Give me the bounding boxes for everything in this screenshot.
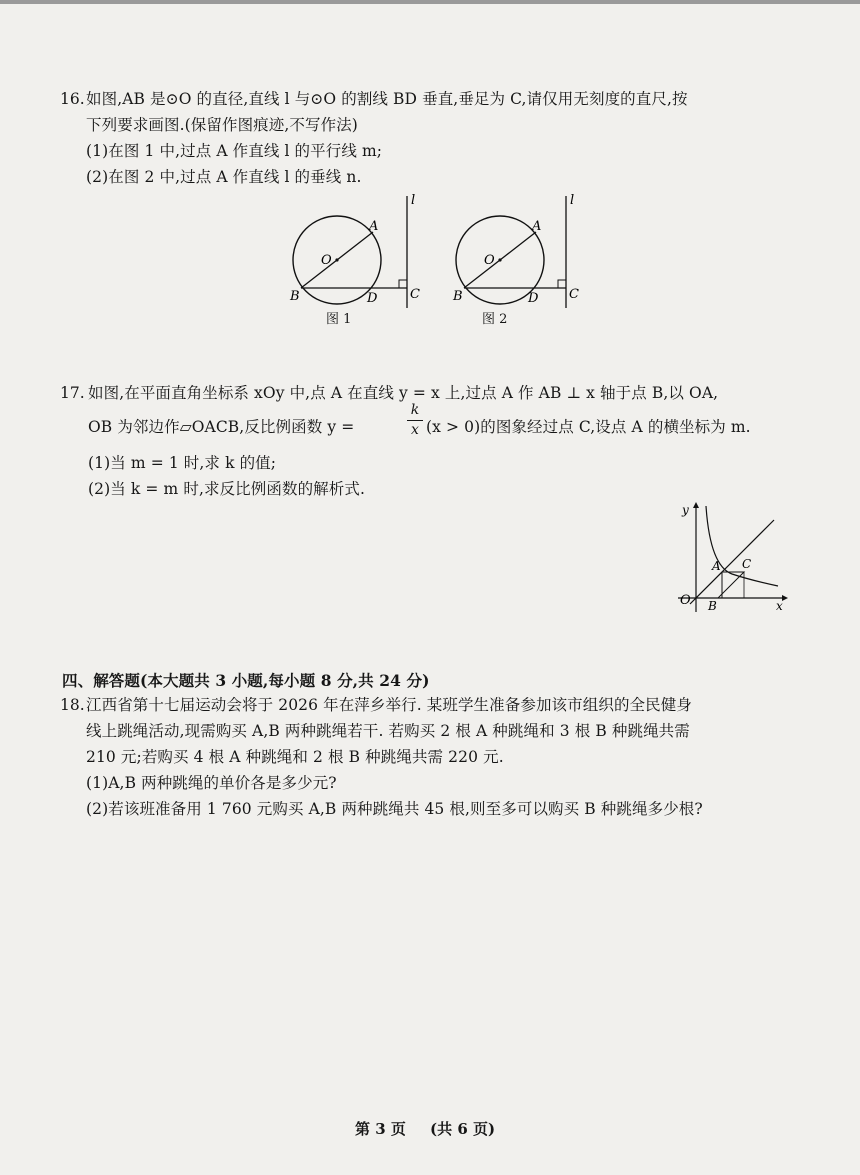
q18-part2: (2)若该班准备用 1 760 元购买 A,B 两种跳绳共 45 根,则至多可以购买 B 种跳绳多少根? xyxy=(86,800,703,818)
label-b-fig2: B xyxy=(453,289,463,304)
label-o-fig1: O xyxy=(321,253,332,268)
fig2-caption: 图 2 xyxy=(482,312,508,327)
section-4-heading: 四、解答题(本大题共 3 小题,每小题 8 分,共 24 分) xyxy=(62,671,430,690)
q17-number: 17. xyxy=(60,384,85,402)
label-o-fig2: O xyxy=(484,253,495,268)
label-point-a: A xyxy=(712,559,721,573)
label-a-fig1: A xyxy=(369,219,379,234)
q18-line2: 线上跳绳活动,现需购买 A,B 两种跳绳若干. 若购买 2 根 A 种跳绳和 3 根 B 种跳绳共需 xyxy=(86,722,690,740)
q16-line1: 如图,AB 是⊙O 的直径,直线 l 与⊙O 的割线 BD 垂直,垂足为 C,请仅用无刻度的直尺,按 xyxy=(86,90,688,108)
center-dot-fig1 xyxy=(335,258,338,261)
q16-line2: 下列要求画图.(保留作图痕迹,不写作法) xyxy=(86,116,358,134)
y-axis-arrow xyxy=(693,502,699,508)
q17-line1: 如图,在平面直角坐标系 xOy 中,点 A 在直线 y = x 上,过点 A 作 AB ⊥ x 轴于点 B,以 OA, xyxy=(88,384,719,402)
label-c-fig2: C xyxy=(569,287,579,302)
label-a-fig2: A xyxy=(532,219,542,234)
q18-line1: 江西省第十七届运动会将于 2026 年在萍乡举行. 某班学生准备参加该市组织的全民健身 xyxy=(86,696,692,714)
label-l-fig2: l xyxy=(570,193,575,208)
right-angle-mark-fig1 xyxy=(399,280,407,288)
q18-part1: (1)A,B 两种跳绳的单价各是多少元? xyxy=(86,774,337,792)
q16-part1: (1)在图 1 中,过点 A 作直线 l 的平行线 m; xyxy=(86,142,383,160)
fraction-numerator: k xyxy=(410,402,420,418)
q16-figure2 xyxy=(448,190,598,310)
label-origin-o: O xyxy=(680,593,691,608)
label-point-c: C xyxy=(742,557,752,571)
label-c-fig1: C xyxy=(410,287,420,302)
center-dot-fig2 xyxy=(498,258,501,261)
q18-number: 18. xyxy=(60,696,85,714)
label-b-fig1: B xyxy=(290,289,300,304)
footer-total-pages: (共 6 页) xyxy=(430,1120,496,1138)
label-y: y xyxy=(682,503,689,517)
right-angle-mark-fig2 xyxy=(558,280,566,288)
fraction-bar xyxy=(407,420,423,421)
q17-part1: (1)当 m = 1 时,求 k 的值; xyxy=(88,454,277,472)
q16-number: 16. xyxy=(60,90,85,108)
fraction-denominator: x xyxy=(411,422,419,438)
q17-part2: (2)当 k = m 时,求反比例函数的解析式. xyxy=(88,480,365,498)
label-l-fig1: l xyxy=(411,193,416,208)
label-d-fig1: D xyxy=(367,291,378,306)
label-d-fig2: D xyxy=(528,291,539,306)
label-x: x xyxy=(776,599,783,613)
q16-part2: (2)在图 2 中,过点 A 作直线 l 的垂线 n. xyxy=(86,168,362,186)
footer-page-number: 第 3 页 xyxy=(355,1120,406,1138)
q17-coordinate-graph xyxy=(670,500,790,615)
fig1-caption: 图 1 xyxy=(326,312,352,327)
q18-line3: 210 元;若购买 4 根 A 种跳绳和 2 根 B 种跳绳共需 220 元. xyxy=(86,748,504,766)
q17-line2a: OB 为邻边作▱OACB,反比例函数 y = xyxy=(88,418,355,436)
label-point-b: B xyxy=(708,599,717,613)
q16-figure1 xyxy=(285,190,435,310)
x-axis-arrow xyxy=(782,595,788,601)
q17-line2b: (x > 0)的图象经过点 C,设点 A 的横坐标为 m. xyxy=(426,418,751,436)
scan-top-border xyxy=(0,0,860,4)
